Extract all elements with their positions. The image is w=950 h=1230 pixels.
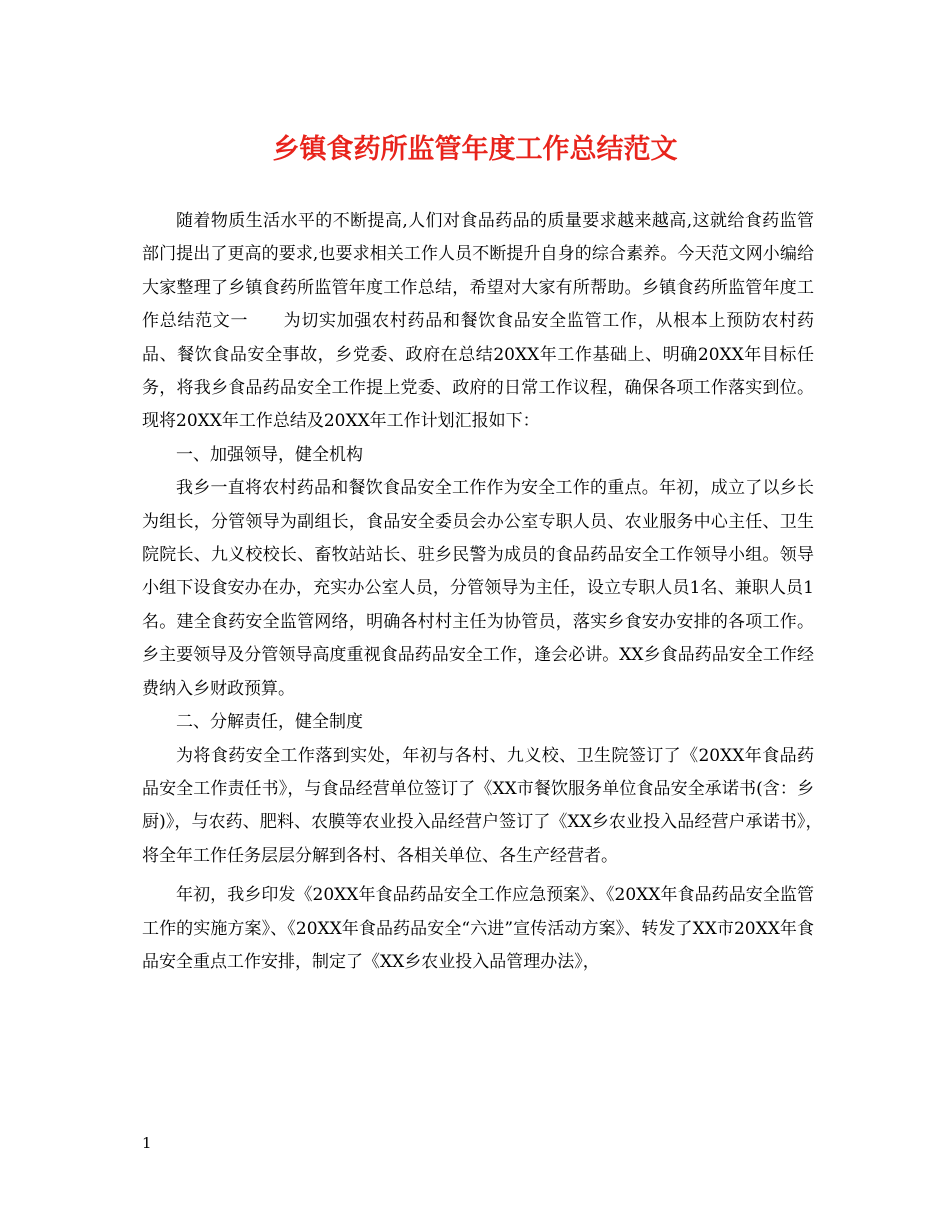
document-title: 乡镇食药所监管年度工作总结范文 (272, 134, 678, 165)
section-heading-2: 二、分解责任，健全制度 (176, 712, 363, 733)
paragraph-intro: 随着物质生活水平的不断提高,人们对食品药品的质量要求越来越高,这就给食药监管部门提出了更高的要求,也要求相关工作人员不断提升自身的综合素养。今天范文网小编给大家整理了乡镇食药所监管年度工作总结，希望对大家有所帮助。乡镇食药所监管年度工作总结范文一 为切实加强农村药品和餐饮食品安全监管工作，从根本上预防农村药品、餐饮食品安全事故，乡党委、政府在总结20XX年工作基础上、明确20XX年目标任务，将我乡食品药品安全工作提上党委、政府的日常工作议程，确保各项工作落实到位。现将20XX年工作总结及20XX年工作计划汇报如下： (142, 211, 814, 432)
document-body (142, 205, 831, 979)
page-number: 1 (142, 1134, 152, 1152)
paragraph-section-2-continued: 年初，我乡印发《20XX年食品药品安全工作应急预案》、《20XX年食品药品安全监管工作的实施方案》、《20XX年食品药品安全“六进”宣传活动方案》、转发了XX市20XX年食品安全重点工作安排，制定了《XX乡农业投入品管理办法》， (142, 885, 814, 972)
paragraph-section-2: 为将食药安全工作落到实处，年初与各村、九义校、卫生院签订了《20XX年食品药品安全工作责任书》，与食品经营单位签订了《XX市餐饮服务单位食品安全承诺书(含：乡厨)》，与农药、肥料、农膜等农业投入品经营户签订了《XX乡农业投入品经营户承诺书》， 将全年工作任务层层分解到各村、各相关单位、各生产经营者。 (142, 745, 831, 866)
paragraph-section-1: 我乡一直将农村药品和餐饮食品安全工作作为安全工作的重点。年初，成立了以乡长为组长，分管领导为副组长，食品安全委员会办公室专职人员、农业服务中心主任、卫生院院长、九义校校长、畜牧站站长、驻乡民警为成员的食品药品安全工作领导小组。领导小组下设食安办在办，充实办公室人员，分管领导为主任，设立专职人员1名、兼职人员1名。建全食药安全监管网络，明确各村村主任为协管员，落实乡食安办安排的各项工作。乡主要领导及分管领导高度重视食品药品安全工作，逢会必讲。XX乡食品药品安全工作经费纳入乡财政预算。 (142, 478, 814, 699)
section-heading-1: 一、加强领导，健全机构 (176, 444, 363, 465)
